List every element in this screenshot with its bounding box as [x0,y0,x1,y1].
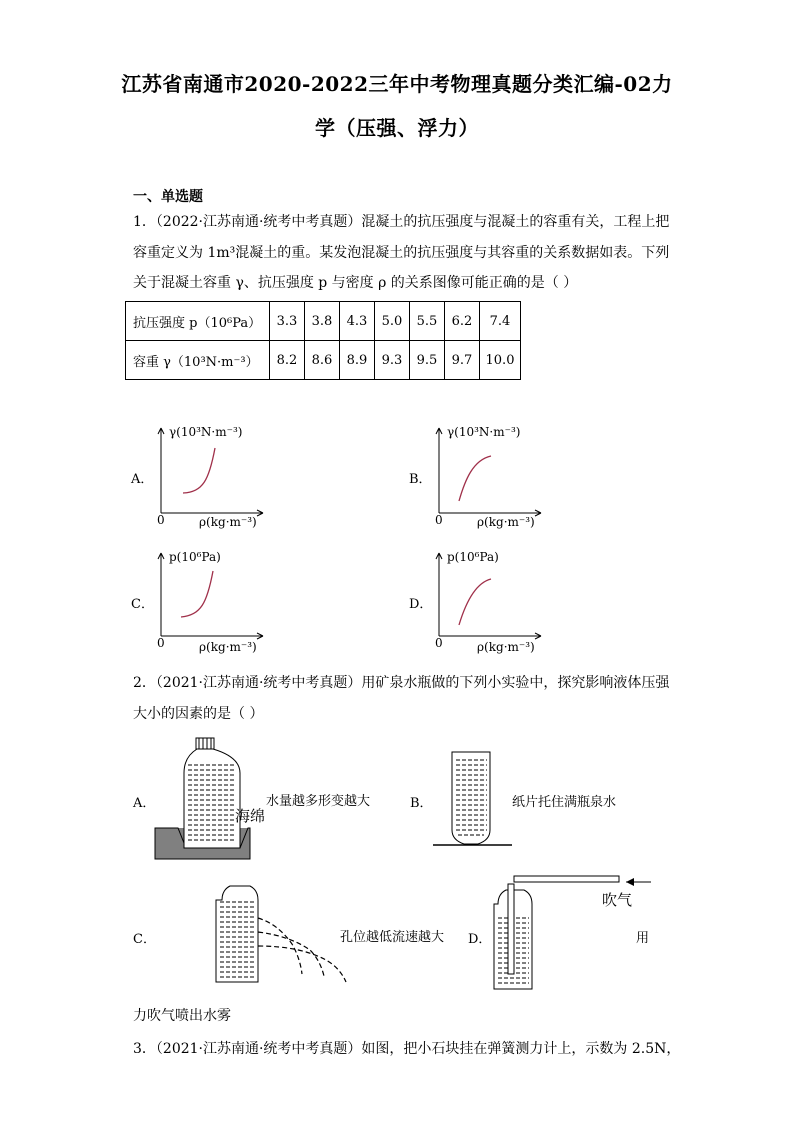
table-row [126,341,521,380]
x-axis-label: ρ(kg·m⁻³) [477,640,535,654]
q2-line2: 大小的因素的是（ ） [133,706,264,722]
table-cell: 8.6 [305,341,340,380]
blow-label: 吹气 [602,891,633,909]
option-label: A． [131,472,154,487]
graph-option-b [403,420,553,535]
x-axis-label: ρ(kg·m⁻³) [199,515,257,529]
q2-option-d-caption-cont: 力吹气喷出水雾 [133,1008,231,1024]
table-cell: 抗压强度 p（10⁶Pa） [126,302,270,341]
curve [459,456,491,501]
table-cell: 7.4 [480,302,521,341]
vertical-straw-icon [508,884,514,974]
q2-option-c-figure [200,880,460,990]
table-cell: 4.3 [340,302,375,341]
q2-option-c-caption: 孔位越低流速越大 [340,930,445,945]
q2-option-d-figure [486,864,666,999]
option-label: D． [409,597,433,612]
y-axis-label: γ(10³N·m⁻³) [447,425,521,439]
doc-title-line1: 江苏省南通市2020-2022三年中考物理真题分类汇编-02力 [121,72,673,96]
y-axis-label: p(10⁶Pa) [169,550,221,564]
curve [181,571,213,617]
option-label: C． [131,597,154,612]
table-cell: 3.8 [305,302,340,341]
q2-option-d-label: D． [468,932,492,947]
table-cell: 9.5 [410,341,445,380]
table-cell: 8.9 [340,341,375,380]
q2-option-a-label: A． [133,796,156,811]
option-label: B． [409,472,432,487]
x-axis-label: ρ(kg·m⁻³) [199,640,257,654]
section-heading: 一、单选题 [133,189,203,205]
table-cell: 9.7 [445,341,480,380]
q2-option-a-caption: 水量越多形变越大 [266,794,371,809]
sponge-label: 海绵 [235,807,266,825]
q2-option-b-caption: 纸片托住满瓶泉水 [512,795,617,810]
table-cell: 5.0 [375,302,410,341]
origin-label: 0 [435,513,443,527]
q1-line1: 1．（2022·江苏南通·统考中考真题）混凝土的抗压强度与混凝土的容重有关，工程上把 [133,214,670,230]
graph-option-c [125,543,275,658]
table-cell: 3.3 [270,302,305,341]
q2-option-b-label: B． [410,796,433,811]
horizontal-straw-icon [514,876,619,882]
graph-option-a [125,420,275,535]
q2-option-a-drawing [150,735,390,865]
table-cell: 容重 γ（10³N·m⁻³） [126,341,270,380]
x-axis-label: ρ(kg·m⁻³) [477,515,535,529]
y-axis-label: γ(10³N·m⁻³) [169,425,243,439]
q1-line2: 容重定义为 1m³混凝土的重。某发泡混凝土的抗压强度与其容重的关系数据如表。下列 [133,245,670,261]
q2-option-d-caption: 用 [636,931,650,946]
table-cell: 10.0 [480,341,521,380]
q3-line1: 3．（2021·江苏南通·统考中考真题）如图，把小石块挂在弹簧测力计上，示数为 2.5N， [133,1041,681,1057]
q1-line3: 关于混凝土容重 γ、抗压强度 p 与密度 ρ 的关系图像可能正确的是（ ） [133,275,578,291]
q1-data-table [125,301,521,380]
curve [183,448,215,493]
doc-title-line2: 学（压强、浮力） [315,116,479,140]
origin-label: 0 [157,513,165,527]
water-stream-icon [258,918,346,982]
origin-label: 0 [157,636,165,650]
table-cell: 6.2 [445,302,480,341]
origin-label: 0 [435,636,443,650]
bottle-icon [184,749,240,848]
q2-line1: 2．（2021·江苏南通·统考中考真题）用矿泉水瓶做的下列小实验中，探究影响液体压强 [133,675,670,691]
y-axis-label: p(10⁶Pa) [447,550,499,564]
table-row [126,302,521,341]
table-cell: 8.2 [270,341,305,380]
bottle-with-holes-icon [216,886,258,982]
q2-option-c-label: C． [133,932,156,947]
q2-option-b-figure [430,748,650,853]
graph-option-d [403,543,553,658]
curve [459,579,491,625]
table-cell: 9.3 [375,341,410,380]
table-cell: 5.5 [410,302,445,341]
